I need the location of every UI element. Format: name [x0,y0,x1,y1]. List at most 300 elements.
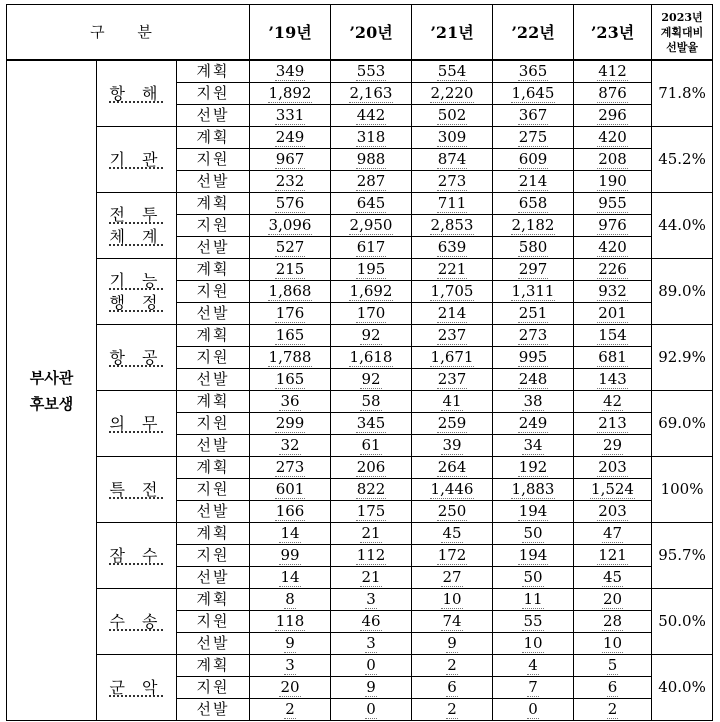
row-type-select: 선발 [177,699,250,721]
value-cell [493,633,574,655]
value-cell [331,479,412,501]
value-cell [412,435,493,457]
value-cell [493,523,574,545]
row-type-select: 선발 [177,303,250,325]
row-type-plan: 계획 [177,127,250,149]
value-text: 208 [598,150,627,168]
value-cell [493,347,574,369]
value-cell [574,259,652,281]
value-cell [331,545,412,567]
category-label [97,589,177,655]
value-text: 34 [523,436,543,454]
value-cell [250,457,331,479]
value-text: 8 [285,590,295,608]
value-text: 11 [523,590,543,608]
header-year-2021: ’21년 [412,5,493,61]
selection-rate-cell: 44.0% [652,193,713,259]
value-cell [331,391,412,413]
value-cell [493,655,574,677]
value-text: 50 [523,568,543,586]
value-text: 2,182 [511,216,555,234]
value-cell [493,60,574,83]
row-type-plan: 계획 [177,325,250,347]
value-cell [250,699,331,721]
value-cell [250,303,331,325]
value-text: 617 [356,238,386,256]
value-text: 318 [356,128,386,146]
header-year-2023: ’23년 [574,5,652,61]
value-cell [331,105,412,127]
value-text: 166 [275,502,305,520]
table-row [7,193,713,215]
row-type-plan: 계획 [177,391,250,413]
value-cell [574,699,652,721]
value-text: 46 [361,612,381,630]
value-cell [412,655,493,677]
value-text: 20 [280,678,300,696]
value-cell [331,457,412,479]
value-cell [412,677,493,699]
value-text: 27 [442,568,462,586]
value-text: 976 [598,216,627,234]
value-cell [574,479,652,501]
value-text: 988 [356,150,386,168]
value-cell [331,171,412,193]
value-cell [412,589,493,611]
value-text: 165 [275,326,305,344]
value-cell [331,193,412,215]
value-cell [412,237,493,259]
value-cell [250,83,331,105]
value-cell [250,633,331,655]
value-cell [331,369,412,391]
category-label [97,457,177,523]
group-label [7,60,97,721]
selection-rate-cell: 95.7% [652,523,713,589]
value-cell [331,501,412,523]
value-text: 143 [598,370,627,388]
value-cell [250,171,331,193]
value-cell [331,215,412,237]
value-text: 58 [361,392,381,410]
value-text: 249 [518,414,548,432]
value-text: 215 [275,260,305,278]
value-text: 3 [366,590,376,608]
value-cell [250,149,331,171]
value-cell [250,567,331,589]
row-type-select: 선발 [177,633,250,655]
value-text: 248 [518,370,548,388]
value-cell [574,501,652,523]
selection-rate-cell: 71.8% [652,60,713,127]
value-cell [331,435,412,457]
value-text: 2 [447,656,457,674]
value-cell [493,391,574,413]
value-text: 955 [598,194,627,212]
value-cell [412,347,493,369]
value-text: 296 [598,106,627,124]
value-cell [493,545,574,567]
value-text: 527 [275,238,305,256]
value-text: 251 [518,304,548,322]
value-text: 10 [602,634,623,652]
value-text: 50 [523,524,543,542]
category-label [97,655,177,721]
value-text: 92 [361,326,381,344]
value-text: 28 [602,612,623,630]
value-text: 6 [607,678,618,696]
value-cell [412,105,493,127]
value-text: 154 [598,326,627,344]
header-year-2020: ’20년 [331,5,412,61]
value-text: 165 [275,370,305,388]
value-cell [250,677,331,699]
value-text: 0 [528,700,538,718]
row-type-apply: 지원 [177,479,250,501]
value-cell [493,171,574,193]
value-text: 3,096 [268,216,312,234]
value-cell [574,567,652,589]
value-text: 2,950 [349,216,393,234]
value-text: 195 [356,260,386,278]
category-label [97,391,177,457]
value-text: 1,788 [268,348,312,366]
header-year-2019: ’19년 [250,5,331,61]
row-type-plan: 계획 [177,259,250,281]
header-row [7,5,713,61]
value-cell [412,479,493,501]
value-cell [412,259,493,281]
value-cell [331,83,412,105]
row-type-plan: 계획 [177,523,250,545]
value-text: 214 [437,304,467,322]
table-row [7,655,713,677]
category-name: 기 관 [109,149,164,169]
value-text: 237 [437,326,467,344]
value-text: 170 [356,304,386,322]
value-cell [493,83,574,105]
value-text: 250 [437,502,467,520]
value-text: 29 [602,436,623,454]
value-text: 21 [361,568,381,586]
selection-rate-cell: 69.0% [652,391,713,457]
value-cell [493,127,574,149]
value-cell [250,127,331,149]
category-name: 전 투 체 계 [109,204,164,246]
value-cell [331,655,412,677]
value-cell [493,105,574,127]
value-text: 412 [598,62,627,80]
category-name: 특 전 [109,479,164,499]
value-text: 194 [518,502,548,520]
value-text: 2 [285,700,295,718]
table-row [7,391,713,413]
value-cell [574,281,652,303]
value-cell [493,567,574,589]
value-cell [331,281,412,303]
category-label [97,523,177,589]
header-year-2022: ’22년 [493,5,574,61]
category-name: 수 송 [109,611,164,631]
value-cell [574,611,652,633]
value-cell [331,127,412,149]
row-type-apply: 지원 [177,281,250,303]
value-text: 10 [523,634,543,652]
value-text: 609 [518,150,548,168]
value-cell [412,611,493,633]
row-type-apply: 지원 [177,83,250,105]
table-body [7,60,713,721]
value-text: 92 [361,370,381,388]
value-cell [412,127,493,149]
value-cell [412,193,493,215]
value-text: 601 [275,480,305,498]
value-text: 203 [598,458,627,476]
value-cell [412,369,493,391]
value-text: 4 [528,656,538,674]
value-text: 74 [442,612,462,630]
value-cell [493,259,574,281]
value-text: 580 [518,238,548,256]
header-rate-line3: 선발율 [666,40,698,54]
selection-rate-cell: 50.0% [652,589,713,655]
value-cell [250,60,331,83]
value-text: 442 [356,106,386,124]
value-text: 176 [275,304,305,322]
value-cell [493,281,574,303]
value-cell [331,567,412,589]
value-text: 192 [518,458,548,476]
category-name: 항 공 [109,347,164,367]
category-name: 기 능 행 정 [109,270,164,312]
value-text: 576 [275,194,305,212]
value-cell [574,457,652,479]
value-text: 172 [437,546,467,564]
value-cell [574,545,652,567]
value-cell [331,237,412,259]
value-text: 213 [598,414,627,432]
value-text: 112 [356,546,386,564]
value-text: 658 [518,194,548,212]
value-text: 9 [447,634,457,652]
selection-rate-cell: 89.0% [652,259,713,325]
value-text: 1,883 [511,480,555,498]
value-cell [250,325,331,347]
value-text: 6 [447,678,457,696]
value-text: 42 [602,392,623,410]
selection-rate-cell: 100% [652,457,713,523]
row-type-select: 선발 [177,501,250,523]
table-row [7,127,713,149]
value-cell [331,413,412,435]
value-text: 2,853 [430,216,474,234]
value-cell [250,259,331,281]
value-text: 2,220 [430,84,474,102]
value-cell [412,501,493,523]
value-text: 275 [518,128,548,146]
value-cell [493,325,574,347]
value-text: 639 [437,238,467,256]
value-text: 645 [356,194,386,212]
value-cell [493,413,574,435]
value-text: 420 [598,238,627,256]
value-cell [412,325,493,347]
selection-rate-cell: 45.2% [652,127,713,193]
row-type-apply: 지원 [177,149,250,171]
value-cell [412,699,493,721]
value-cell [250,523,331,545]
value-text: 822 [356,480,386,498]
value-text: 502 [437,106,467,124]
row-type-plan: 계획 [177,457,250,479]
value-text: 194 [518,546,548,564]
value-cell [493,369,574,391]
value-cell [574,149,652,171]
value-cell [331,259,412,281]
value-cell [331,633,412,655]
value-text: 32 [280,436,300,454]
value-text: 345 [356,414,386,432]
value-text: 1,311 [511,282,555,300]
value-text: 9 [285,634,295,652]
value-text: 967 [275,150,305,168]
table-row [7,523,713,545]
value-text: 206 [356,458,386,476]
value-text: 7 [528,678,538,696]
header-selection-rate [652,5,713,61]
value-cell [574,237,652,259]
category-name: 군 악 [109,677,164,697]
value-cell [412,281,493,303]
value-cell [412,457,493,479]
value-cell [574,435,652,457]
value-cell [250,347,331,369]
value-cell [493,435,574,457]
table-row [7,457,713,479]
value-text: 2 [607,700,618,718]
value-cell [412,391,493,413]
value-cell [574,193,652,215]
value-cell [493,699,574,721]
value-text: 1,671 [430,348,474,366]
value-text: 214 [518,172,548,190]
row-type-select: 선발 [177,171,250,193]
value-text: 118 [275,612,305,630]
value-cell [331,699,412,721]
value-text: 45 [602,568,623,586]
value-text: 55 [523,612,543,630]
value-text: 0 [366,656,376,674]
selection-rate-cell: 40.0% [652,655,713,721]
value-text: 10 [442,590,462,608]
value-text: 1,692 [349,282,393,300]
value-text: 14 [280,524,300,542]
row-type-plan: 계획 [177,589,250,611]
table-row [7,259,713,281]
value-cell [574,60,652,83]
value-cell [412,60,493,83]
group-label-line1: 부사관 [29,368,74,387]
value-cell [574,105,652,127]
value-cell [250,501,331,523]
value-cell [250,391,331,413]
value-text: 367 [518,106,548,124]
value-cell [574,303,652,325]
value-cell [574,83,652,105]
category-name: 잠 수 [109,545,164,565]
value-cell [331,611,412,633]
value-cell [412,171,493,193]
group-label-line2: 후보생 [29,394,74,413]
value-cell [574,413,652,435]
value-cell [574,369,652,391]
value-text: 1,524 [591,480,634,498]
value-text: 1,892 [268,84,312,102]
value-cell [412,413,493,435]
value-text: 287 [356,172,386,190]
value-text: 349 [275,62,305,80]
value-text: 226 [598,260,627,278]
category-label [97,193,177,259]
value-cell [574,655,652,677]
value-text: 932 [598,282,627,300]
value-text: 3 [366,634,376,652]
category-label [97,325,177,391]
row-type-plan: 계획 [177,60,250,83]
value-text: 273 [437,172,467,190]
selection-rate-cell: 92.9% [652,325,713,391]
value-text: 1,645 [511,84,555,102]
value-cell [250,193,331,215]
value-text: 39 [442,436,462,454]
value-text: 175 [356,502,386,520]
value-text: 221 [437,260,467,278]
value-cell [574,523,652,545]
value-cell [331,589,412,611]
value-text: 273 [518,326,548,344]
value-text: 553 [356,62,386,80]
value-text: 259 [437,414,467,432]
row-type-apply: 지원 [177,347,250,369]
value-text: 1,446 [430,480,474,498]
value-cell [493,589,574,611]
value-cell [493,611,574,633]
row-type-select: 선발 [177,435,250,457]
value-text: 331 [275,106,305,124]
value-cell [250,479,331,501]
value-cell [574,215,652,237]
value-cell [412,215,493,237]
value-cell [331,60,412,83]
row-type-apply: 지원 [177,413,250,435]
value-text: 1,868 [268,282,312,300]
value-cell [493,215,574,237]
value-cell [493,237,574,259]
value-text: 0 [366,700,376,718]
value-cell [412,149,493,171]
value-text: 203 [598,502,627,520]
value-cell [493,677,574,699]
header-rate-line2: 계획대비 [660,25,704,39]
row-type-select: 선발 [177,567,250,589]
value-cell [250,611,331,633]
value-text: 2,163 [349,84,393,102]
header-rate-line1: 2023년 [661,10,703,24]
category-label [97,127,177,193]
value-text: 1,618 [349,348,393,366]
row-type-select: 선발 [177,237,250,259]
row-type-select: 선발 [177,105,250,127]
